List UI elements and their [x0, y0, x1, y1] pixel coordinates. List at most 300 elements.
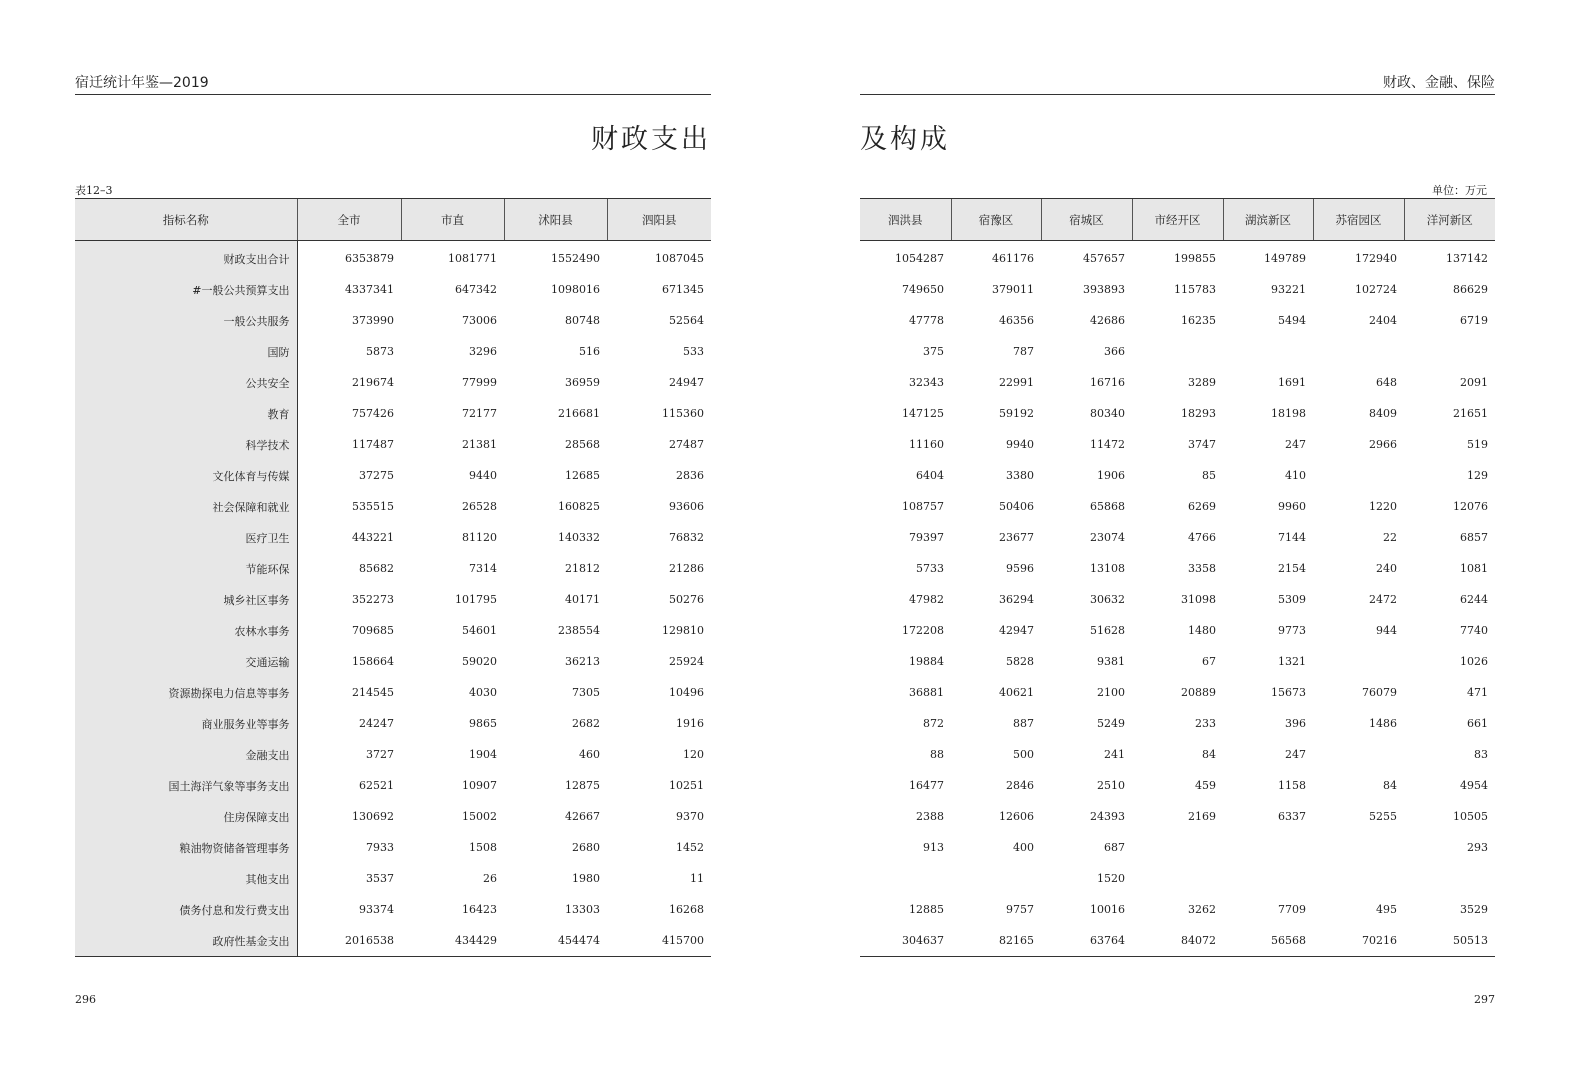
table-cell: 24247 — [359, 717, 394, 730]
table-cell: 84 — [1202, 748, 1216, 761]
table-cell: 2154 — [1278, 562, 1306, 575]
table-cell: 3289 — [1188, 376, 1216, 389]
table-cell: 240 — [1376, 562, 1397, 575]
column-header: 宿城区 — [1041, 199, 1132, 241]
column-header: 苏宿园区 — [1313, 199, 1404, 241]
table-cell: 46356 — [999, 314, 1034, 327]
table-cell: 709685 — [352, 624, 394, 637]
table-cell: 77999 — [462, 376, 497, 389]
table-row — [75, 584, 711, 615]
table-cell: 160825 — [558, 500, 600, 513]
table-cell: 2682 — [572, 717, 600, 730]
table-cell: 147125 — [902, 407, 944, 420]
row-label: 国防 — [75, 336, 297, 367]
row-label: 粮油物资储备管理事务 — [75, 832, 297, 863]
right-page — [860, 0, 1495, 1077]
table-cell: 9865 — [469, 717, 497, 730]
table-cell: 2836 — [676, 469, 704, 482]
table-cell: 82165 — [951, 925, 1041, 957]
table-cell: 93606 — [669, 500, 704, 513]
table-cell: 36213 — [565, 655, 600, 668]
table-cell: 887 — [1013, 717, 1034, 730]
table-cell: 129 — [1467, 469, 1488, 482]
table-cell — [1313, 863, 1404, 894]
table-cell: 13108 — [1090, 562, 1125, 575]
table-cell: 2016538 — [297, 925, 401, 957]
table-row — [75, 894, 711, 925]
table-cell: 247 — [1285, 748, 1306, 761]
row-label: 商业服务业等事务 — [75, 708, 297, 739]
table-cell: 8409 — [1369, 407, 1397, 420]
row-label: 科学技术 — [75, 429, 297, 460]
table-cell: 2404 — [1369, 314, 1397, 327]
table-cell: 9940 — [1006, 438, 1034, 451]
table-title-left-part: 财政支出 — [591, 124, 711, 155]
table-cell: 373990 — [352, 314, 394, 327]
table-cell: 52564 — [669, 314, 704, 327]
table-cell: 36881 — [909, 686, 944, 699]
table-cell: 85682 — [359, 562, 394, 575]
table-cell: 457657 — [1083, 252, 1125, 265]
table-cell: 15002 — [462, 810, 497, 823]
row-label: 债务付息和发行费支出 — [75, 894, 297, 925]
table-cell: 3727 — [366, 748, 394, 761]
table-cell: 2680 — [572, 841, 600, 854]
table-cell: 21286 — [669, 562, 704, 575]
table-cell: 11 — [690, 872, 704, 885]
table-cell: 15673 — [1271, 686, 1306, 699]
table-cell: 36294 — [999, 593, 1034, 606]
table-cell: 172208 — [902, 624, 944, 637]
table-row — [860, 739, 1495, 770]
table-cell: 238554 — [558, 624, 600, 637]
table-row — [860, 336, 1495, 367]
table-cell: 18198 — [1271, 407, 1306, 420]
table-row — [75, 925, 711, 957]
table-cell: 86629 — [1453, 283, 1488, 296]
table-cell: 76079 — [1362, 686, 1397, 699]
row-label: 社会保障和就业 — [75, 491, 297, 522]
table-cell: 12885 — [909, 903, 944, 916]
table-cell: 1158 — [1278, 779, 1306, 792]
table-cell: 214545 — [352, 686, 394, 699]
table-cell — [1223, 863, 1313, 894]
table-cell: 434429 — [401, 925, 504, 957]
running-header-left: 宿迁统计年鉴—2019 — [75, 74, 711, 95]
table-cell — [1223, 832, 1313, 863]
table-row — [860, 241, 1495, 275]
left-page — [75, 0, 711, 1077]
table-header-row — [75, 199, 711, 241]
table-cell: 199855 — [1174, 252, 1216, 265]
table-cell: 85 — [1202, 469, 1216, 482]
table-row — [860, 522, 1495, 553]
table-cell: 304637 — [860, 925, 951, 957]
table-cell: 47778 — [909, 314, 944, 327]
table-row — [860, 832, 1495, 863]
table-cell: 4337341 — [345, 283, 394, 296]
table-row — [75, 491, 711, 522]
table-cell: 9440 — [469, 469, 497, 482]
row-label: 其他支出 — [75, 863, 297, 894]
table-cell: 19884 — [909, 655, 944, 668]
table-cell: 944 — [1376, 624, 1397, 637]
table-cell: 375 — [923, 345, 944, 358]
table-cell: 115783 — [1174, 283, 1216, 296]
table-cell: 140332 — [558, 531, 600, 544]
table-cell: 12875 — [565, 779, 600, 792]
table-row — [75, 770, 711, 801]
table-cell: 5249 — [1097, 717, 1125, 730]
table-cell: 9381 — [1097, 655, 1125, 668]
table-cell — [1313, 832, 1404, 863]
table-row — [75, 398, 711, 429]
table-cell: 6353879 — [345, 252, 394, 265]
table-cell: 20889 — [1181, 686, 1216, 699]
table-cell: 54601 — [462, 624, 497, 637]
table-row — [75, 429, 711, 460]
table-cell — [1132, 832, 1223, 863]
table-cell: 219674 — [352, 376, 394, 389]
table-cell: 3537 — [366, 872, 394, 885]
table-cell: 2510 — [1097, 779, 1125, 792]
table-cell: 21381 — [462, 438, 497, 451]
table-cell: 16268 — [669, 903, 704, 916]
table-cell: 108757 — [902, 500, 944, 513]
column-header: 湖滨新区 — [1223, 199, 1313, 241]
table-cell: 1906 — [1097, 469, 1125, 482]
table-cell: 471 — [1467, 686, 1488, 699]
table-cell: 137142 — [1446, 252, 1488, 265]
table-cell: 42667 — [565, 810, 600, 823]
table-cell: 500 — [1013, 748, 1034, 761]
table-cell: 30632 — [1090, 593, 1125, 606]
table-cell: 23074 — [1090, 531, 1125, 544]
table-row — [860, 925, 1495, 957]
table-cell: 6244 — [1460, 593, 1488, 606]
table-cell: 2846 — [1006, 779, 1034, 792]
table-cell: 12606 — [999, 810, 1034, 823]
table-cell: 1520 — [1097, 872, 1125, 885]
table-cell: 115360 — [662, 407, 704, 420]
table-cell: 2472 — [1369, 593, 1397, 606]
page-number-right: 297 — [1474, 993, 1495, 1006]
table-cell: 5873 — [366, 345, 394, 358]
table-cell: 21812 — [565, 562, 600, 575]
table-cell: 84 — [1383, 779, 1397, 792]
table-row — [860, 708, 1495, 739]
table-cell: 400 — [1013, 841, 1034, 854]
table-cell: 10907 — [462, 779, 497, 792]
table-cell: 56568 — [1223, 925, 1313, 957]
table-row — [75, 241, 711, 275]
row-label: 文化体育与传媒 — [75, 460, 297, 491]
table-cell: 647342 — [455, 283, 497, 296]
table-cell: 40171 — [565, 593, 600, 606]
table-row — [860, 677, 1495, 708]
table-cell: 9370 — [676, 810, 704, 823]
table-cell: 6857 — [1460, 531, 1488, 544]
table-cell: 50406 — [999, 500, 1034, 513]
table-cell: 1081 — [1460, 562, 1488, 575]
column-header: 洋河新区 — [1404, 199, 1495, 241]
table-cell: 42686 — [1090, 314, 1125, 327]
table-cell: 18293 — [1181, 407, 1216, 420]
table-cell: 7305 — [572, 686, 600, 699]
table-cell: 2966 — [1369, 438, 1397, 451]
table-cell: 3529 — [1460, 903, 1488, 916]
table-cell: 4030 — [469, 686, 497, 699]
table-cell: 352273 — [352, 593, 394, 606]
row-label: #一般公共预算支出 — [75, 274, 297, 305]
table-cell: 1098016 — [551, 283, 600, 296]
table-cell: 16235 — [1181, 314, 1216, 327]
table-cell: 366 — [1104, 345, 1125, 358]
column-header: 沭阳县 — [504, 199, 607, 241]
table-cell: 172940 — [1355, 252, 1397, 265]
table-cell: 1081771 — [448, 252, 497, 265]
row-label: 国土海洋气象等事务支出 — [75, 770, 297, 801]
table-cell: 9596 — [1006, 562, 1034, 575]
table-cell: 648 — [1376, 376, 1397, 389]
table-cell: 24393 — [1090, 810, 1125, 823]
column-header: 全市 — [297, 199, 401, 241]
table-cell: 62521 — [359, 779, 394, 792]
table-cell: 36959 — [565, 376, 600, 389]
row-label: 金融支出 — [75, 739, 297, 770]
column-header: 泗阳县 — [607, 199, 711, 241]
table-row — [860, 429, 1495, 460]
table-cell: 757426 — [352, 407, 394, 420]
table-row — [860, 770, 1495, 801]
table-cell: 63764 — [1041, 925, 1132, 957]
table-row — [75, 646, 711, 677]
table-row — [860, 274, 1495, 305]
table-cell: 22991 — [999, 376, 1034, 389]
row-label: 交通运输 — [75, 646, 297, 677]
table-cell: 28568 — [565, 438, 600, 451]
table-cell: 533 — [683, 345, 704, 358]
table-cell — [1313, 460, 1404, 491]
table-cell: 9960 — [1278, 500, 1306, 513]
table-row — [860, 894, 1495, 925]
table-cell: 27487 — [669, 438, 704, 451]
table-cell: 3358 — [1188, 562, 1216, 575]
table-row — [860, 553, 1495, 584]
table-cell: 5828 — [1006, 655, 1034, 668]
table-cell: 47982 — [909, 593, 944, 606]
table-cell — [1313, 646, 1404, 677]
table-row — [75, 708, 711, 739]
row-label: 医疗卫生 — [75, 522, 297, 553]
table-cell: 84072 — [1132, 925, 1223, 957]
table-cell: 3380 — [1006, 469, 1034, 482]
row-label: 农林水事务 — [75, 615, 297, 646]
table-cell: 1552490 — [551, 252, 600, 265]
table-cell: 23677 — [999, 531, 1034, 544]
table-cell: 9757 — [1006, 903, 1034, 916]
page-number-left: 296 — [75, 993, 96, 1006]
table-cell: 50276 — [669, 593, 704, 606]
table-cell: 4766 — [1188, 531, 1216, 544]
table-row — [860, 305, 1495, 336]
table-cell: 396 — [1285, 717, 1306, 730]
table-cell: 26528 — [462, 500, 497, 513]
table-cell: 3262 — [1188, 903, 1216, 916]
row-label: 公共安全 — [75, 367, 297, 398]
table-cell: 59192 — [999, 407, 1034, 420]
table-cell: 93221 — [1271, 283, 1306, 296]
table-title-right-part: 及构成 — [860, 124, 950, 155]
table-cell: 13303 — [565, 903, 600, 916]
table-cell: 2169 — [1188, 810, 1216, 823]
table-cell: 6269 — [1188, 500, 1216, 513]
table-cell: 72177 — [462, 407, 497, 420]
table-cell: 31098 — [1181, 593, 1216, 606]
table-cell: 293 — [1467, 841, 1488, 854]
table-cell — [1404, 336, 1495, 367]
table-cell: 671345 — [662, 283, 704, 296]
table-cell: 1480 — [1188, 624, 1216, 637]
table-cell: 79397 — [909, 531, 944, 544]
table-cell: 88 — [930, 748, 944, 761]
table-cell: 93374 — [359, 903, 394, 916]
table-cell: 12685 — [565, 469, 600, 482]
table-cell — [1404, 863, 1495, 894]
table-body-left — [75, 241, 711, 957]
table-cell: 6337 — [1278, 810, 1306, 823]
table-row — [75, 522, 711, 553]
table-cell: 2388 — [916, 810, 944, 823]
table-cell: 73006 — [462, 314, 497, 327]
row-label: 一般公共服务 — [75, 305, 297, 336]
table-cell: 393893 — [1083, 283, 1125, 296]
table-cell: 10251 — [669, 779, 704, 792]
table-cell: 379011 — [992, 283, 1034, 296]
table-cell — [951, 863, 1041, 894]
row-label: 城乡社区事务 — [75, 584, 297, 615]
table-cell: 16423 — [462, 903, 497, 916]
table-cell: 101795 — [455, 593, 497, 606]
table-cell: 410 — [1285, 469, 1306, 482]
column-header-indicator: 指标名称 — [75, 199, 297, 241]
table-cell: 1508 — [469, 841, 497, 854]
table-row — [75, 832, 711, 863]
table-row — [860, 615, 1495, 646]
table-cell: 130692 — [352, 810, 394, 823]
table-cell — [860, 863, 951, 894]
table-cell: 233 — [1195, 717, 1216, 730]
table-cell: 443221 — [352, 531, 394, 544]
table-cell: 2100 — [1097, 686, 1125, 699]
table-header-row — [860, 199, 1495, 241]
table-cell: 6719 — [1460, 314, 1488, 327]
table-cell: 872 — [923, 717, 944, 730]
table-cell: 50513 — [1404, 925, 1495, 957]
table-cell: 247 — [1285, 438, 1306, 451]
table-row — [860, 584, 1495, 615]
fiscal-table-left — [75, 198, 711, 957]
table-cell: 749650 — [902, 283, 944, 296]
table-row — [75, 863, 711, 894]
table-row — [75, 460, 711, 491]
table-cell: 495 — [1376, 903, 1397, 916]
table-cell: 9773 — [1278, 624, 1306, 637]
row-label: 财政支出合计 — [75, 241, 297, 275]
column-header: 市直 — [401, 199, 504, 241]
table-row — [860, 801, 1495, 832]
table-cell: 26 — [483, 872, 497, 885]
table-cell: 11160 — [909, 438, 944, 451]
column-header: 宿豫区 — [951, 199, 1041, 241]
table-cell: 1452 — [676, 841, 704, 854]
table-cell: 10496 — [669, 686, 704, 699]
row-label: 资源勘探电力信息等事务 — [75, 677, 297, 708]
table-row — [860, 398, 1495, 429]
table-cell: 16477 — [909, 779, 944, 792]
column-header: 泗洪县 — [860, 199, 951, 241]
row-label: 政府性基金支出 — [75, 925, 297, 957]
table-cell: 7314 — [469, 562, 497, 575]
table-cell: 24947 — [669, 376, 704, 389]
table-cell: 519 — [1467, 438, 1488, 451]
table-row — [75, 274, 711, 305]
table-cell: 10505 — [1453, 810, 1488, 823]
table-row — [75, 553, 711, 584]
table-cell: 1220 — [1369, 500, 1397, 513]
table-cell: 12076 — [1453, 500, 1488, 513]
table-cell: 76832 — [669, 531, 704, 544]
table-cell — [1132, 336, 1223, 367]
table-row — [75, 615, 711, 646]
row-label: 住房保障支出 — [75, 801, 297, 832]
table-number: 表12–3 — [75, 184, 113, 197]
table-cell: 1087045 — [655, 252, 704, 265]
table-cell: 1916 — [676, 717, 704, 730]
table-cell: 1691 — [1278, 376, 1306, 389]
table-cell: 7933 — [366, 841, 394, 854]
table-cell: 5494 — [1278, 314, 1306, 327]
table-cell — [1132, 863, 1223, 894]
table-cell: 102724 — [1355, 283, 1397, 296]
table-cell: 67 — [1202, 655, 1216, 668]
table-cell: 22 — [1383, 531, 1397, 544]
table-row — [75, 677, 711, 708]
table-cell — [1223, 336, 1313, 367]
table-cell: 80748 — [565, 314, 600, 327]
table-cell: 83 — [1474, 748, 1488, 761]
table-cell: 25924 — [669, 655, 704, 668]
table-row — [75, 739, 711, 770]
table-cell: 661 — [1467, 717, 1488, 730]
table-cell: 7709 — [1278, 903, 1306, 916]
table-cell: 7740 — [1460, 624, 1488, 637]
table-cell: 454474 — [504, 925, 607, 957]
table-cell: 7144 — [1278, 531, 1306, 544]
table-cell: 1980 — [572, 872, 600, 885]
table-cell — [1313, 336, 1404, 367]
table-cell: 216681 — [558, 407, 600, 420]
table-row — [860, 646, 1495, 677]
table-row — [75, 801, 711, 832]
table-cell: 535515 — [352, 500, 394, 513]
table-cell: 913 — [923, 841, 944, 854]
table-cell: 1026 — [1460, 655, 1488, 668]
table-cell: 158664 — [352, 655, 394, 668]
unit-note: 单位：万元 — [1432, 184, 1487, 197]
fiscal-table-right — [860, 198, 1495, 957]
table-cell: 149789 — [1264, 252, 1306, 265]
